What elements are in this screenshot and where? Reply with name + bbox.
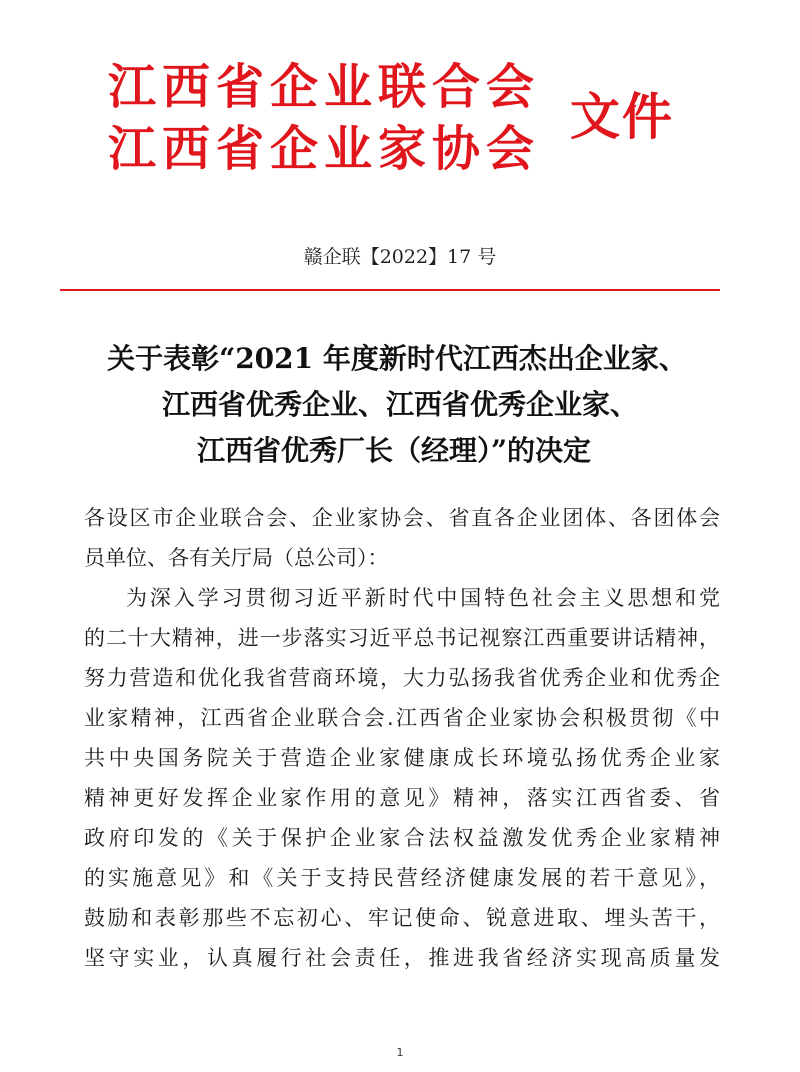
body-line: 共中央国务院关于营造企业家健康成长环境弘扬优秀企业家: [84, 746, 720, 770]
title-line-3: 江西省优秀厂长（经理）”的决定: [196, 434, 592, 467]
body-line: 的二十大精神，进一步落实习近平总书记视察江西重要讲话精神，: [84, 626, 720, 650]
header-divider: [60, 289, 720, 291]
body-line: 员单位、各有关厅局（总公司）：: [84, 546, 389, 570]
document-number: 赣企联【2022】17 号: [303, 246, 497, 268]
body-line: 政府印发的《关于保护企业家合法权益激发优秀企业家精神: [84, 826, 720, 850]
body-line: 精神更好发挥企业家作用的意见》精神，落实江西省委、省: [84, 786, 720, 810]
issuer-name-line-2: 江西省企业家协会: [108, 121, 541, 177]
body-line: 坚守实业，认真履行社会责任，推进我省经济实现高质量发: [84, 946, 720, 970]
body-line: 各设区市企业联合会、企业家协会、省直各企业团体、各团体会: [84, 506, 720, 530]
document-type-label: 文件: [570, 87, 674, 146]
issuer-name-line-1: 江西省企业联合会: [108, 59, 541, 115]
title-line-2: 江西省优秀企业、江西省优秀企业家、: [161, 388, 638, 421]
body-line: 努力营造和优化我省营商环境，大力弘扬我省优秀企业和优秀企: [84, 666, 720, 690]
body-line: 鼓励和表彰那些不忘初心、牢记使命、锐意进取、埋头苦干，: [84, 906, 720, 930]
body-line: 业家精神，江西省企业联合会.江西省企业家协会积极贯彻《中: [84, 706, 720, 730]
body-line: 的实施意见》和《关于支持民营经济健康发展的若干意见》，: [84, 866, 720, 890]
title-line-1: 关于表彰“2021 年度新时代江西杰出企业家、: [107, 342, 687, 375]
document-body: [84, 498, 720, 978]
page-number: 1: [396, 1046, 404, 1059]
document-title: [0, 336, 800, 474]
body-line: 为深入学习贯彻习近平新时代中国特色社会主义思想和党: [126, 586, 720, 610]
